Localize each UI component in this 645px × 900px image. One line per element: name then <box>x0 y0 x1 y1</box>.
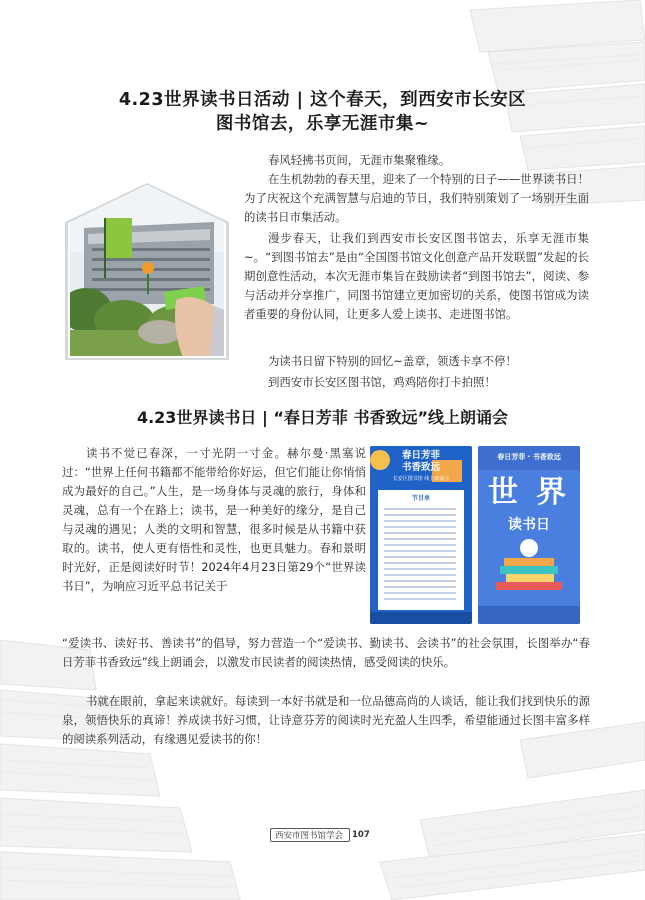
section1-title <box>60 88 585 136</box>
poster-right-big-b: 界 <box>536 475 566 510</box>
page-footer <box>270 828 380 842</box>
poster-recital-program <box>370 446 472 624</box>
section1-title-line1: 4.23世界读书日活动 | 这个春天，到西安市长安区 <box>118 90 527 110</box>
poster-left-title-b: 书香致远 <box>401 462 440 473</box>
section1-paragraph-5: 到西安市长安区图书馆，鸡鸡陪你打卡拍照！ <box>268 375 496 389</box>
poster-left-title <box>370 450 472 474</box>
poster-right-big-a: 世 <box>488 475 518 510</box>
section1-paragraph-3: 漫步春天，让我们到西安市长安区图书馆去，乐享无涯市集~。“到图书馆去”是由“全国图书馆文化创意产品开发联盟”发起的长期创意性活动，本次无涯市集旨在鼓励读者“到图书馆去”，阅读、参与活动并分享推广，同图书馆建立更加密切的关系，使图书馆成为读者重要的身份认同，让更多人爱上读书、走进图书馆。 <box>244 231 589 321</box>
section1-paragraph-1: 春风轻拂书页间，无涯市集聚雅缘。 <box>268 153 451 167</box>
section2-title: 4.23世界读书日 | “春日芳菲 书香致远”线上朗诵会 <box>136 408 509 427</box>
footer-label: 西安市图书馆学会 <box>270 828 350 842</box>
poster-right-art <box>478 446 580 624</box>
section1-title-line2: 图书馆去，乐享无涯市集~ <box>215 114 430 134</box>
poster-right-header: 春日芳菲 · 书香致远 <box>497 453 561 461</box>
library-photo <box>64 182 230 360</box>
poster-right-sub: 读书日 <box>508 517 550 533</box>
poster-left-subtitle: 长安区图书馆 线上朗诵会 <box>392 476 450 482</box>
poster-left-list-header: 节目单 <box>411 495 430 502</box>
poster-world-book-day <box>478 446 580 624</box>
page-number: 107 <box>352 830 370 840</box>
section2-paragraph-2: 书就在眼前，拿起来读就好。每读到一本好书就是和一位品德高尚的人谈话，能让我们找到快乐的源泉，领悟快乐的真谛！养成读书好习惯，让诗意芬芳的阅读时光充盈人生四季，希望能通过长图丰富多样的阅读系列活动，有缘遇见爱读书的你！ <box>62 694 590 746</box>
section2-paragraph-1-part2: “爱读书、读好书、善读书”的倡导，努力营造一个“爱读书、勤读书、会读书”的社会氛围，长图举办“春日芳菲书香致远”线上朗诵会，以激发市民读者的阅读热情，感受阅读的快乐。 <box>62 636 590 669</box>
section1-paragraph-4: 为读书日留下特别的回忆~盖章，领透卡享不停！ <box>268 354 517 368</box>
section1-paragraph-2: 在生机勃勃的春天里，迎来了一个特别的日子——世界读书日！为了庆祝这个充满智慧与启迪的节日，我们特别策划了一场别开生面的读书日市集活动。 <box>244 172 589 224</box>
section2-paragraph-1-part1: 读书不觉已春深，一寸光阴一寸金。赫尔曼·黑塞说过：“世界上任何书籍都不能带给你好运，但它们能让你悄悄成为最好的自己。”人生，是一场身体与灵魂的旅行，身体和灵魂，总有一个在路上；读书，是一种美好的缘分，是自己与灵魂的遇见；人类的文明和智慧，很多时候是从书籍中获取的。读书，使人更有悟性和灵性，也更具魅力。春和景明时光好，正是阅读好时节！2024年4月23日第29个“世界读书日”，为响应习近平总书记关于 <box>62 446 366 593</box>
poster-left-title-a: 春日芳菲 <box>401 450 440 461</box>
